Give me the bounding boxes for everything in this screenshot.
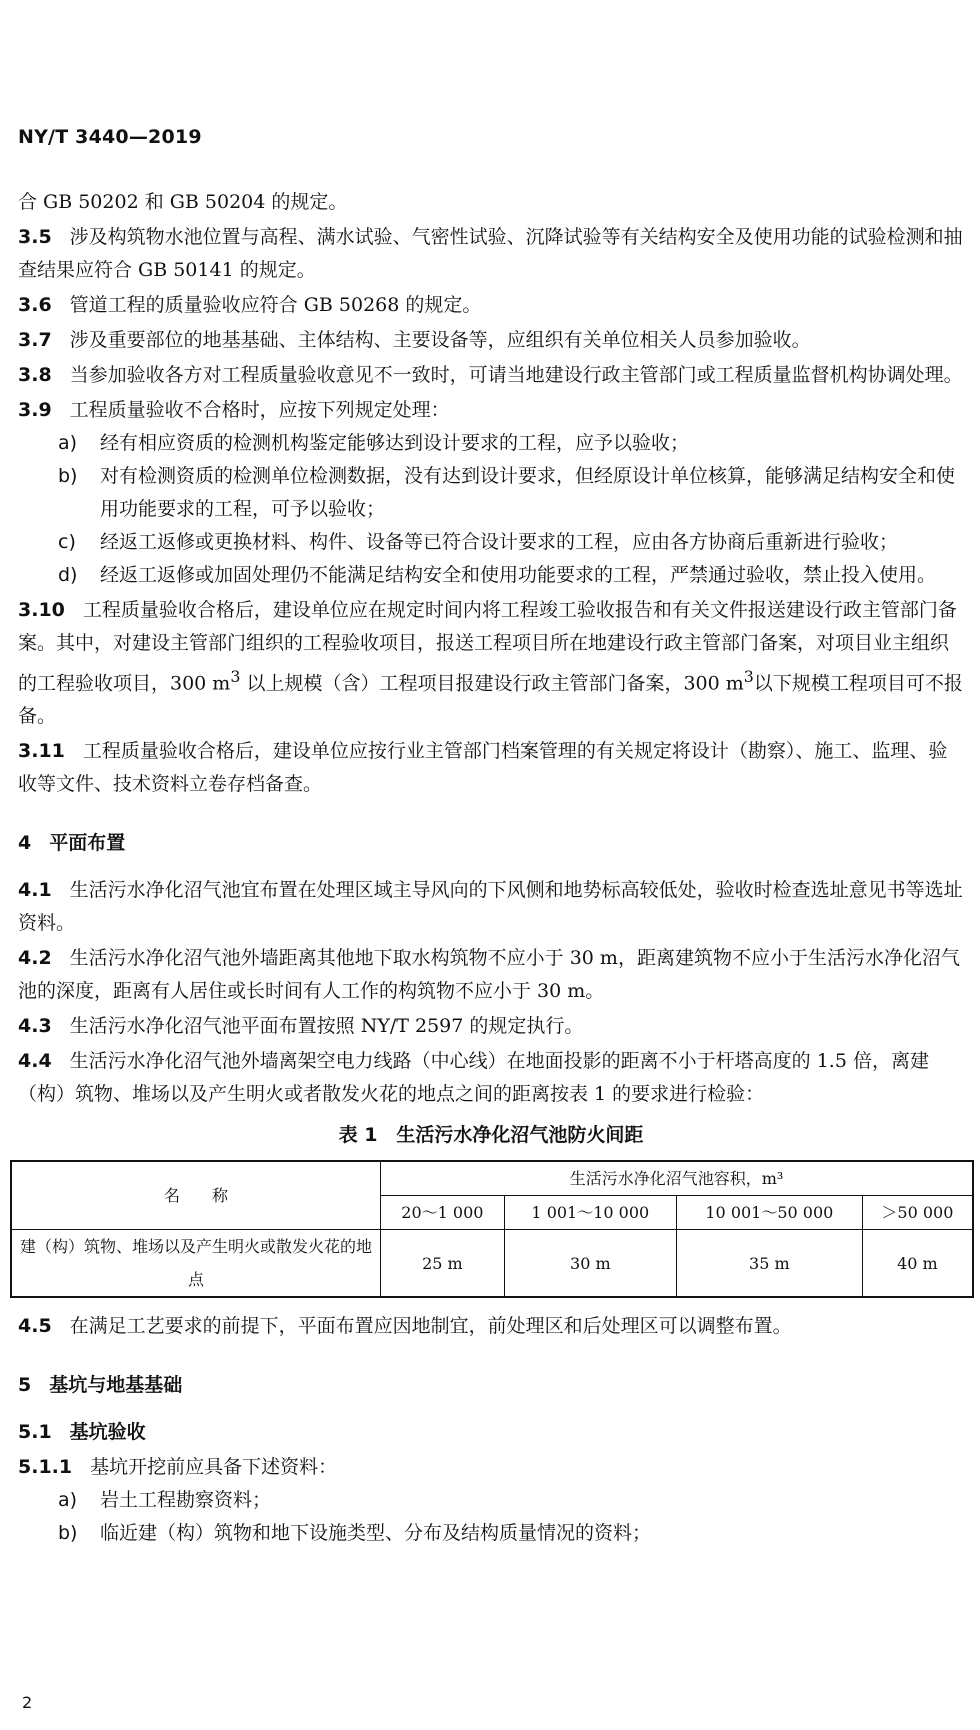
list-item [18,1517,964,1550]
range-cell: 1 001～10 000 [504,1196,676,1230]
clause-3-6 [18,289,964,322]
section-heading-5 [18,1369,964,1402]
clause-4-1 [18,874,964,940]
clause-number: 5.1.1 [18,1456,73,1479]
item-text: 经返工返修或更换材料、构件、设备等已符合设计要求的工程，应由各方协商后重新进行验收； [100,531,899,553]
clause-number: 3.8 [18,364,52,386]
clause-number: 4.4 [18,1050,52,1073]
superscript-3: 3 [743,667,754,686]
clause-text: 涉及重要部位的地基基础、主体结构、主要设备等，应组织有关单位相关人员参加验收。 [69,329,811,351]
value-cell: 35 m [676,1230,862,1298]
list-item [18,559,964,592]
item-label: a) [58,1489,78,1512]
table-row [11,1230,973,1298]
table-caption: 表 1 生活污水净化沼气池防火间距 [338,1124,644,1147]
item-text: 岩土工程勘察资料； [100,1489,272,1512]
clause-text: 在满足工艺要求的前提下，平面布置应因地制宜，前处理区和后处理区可以调整布置。 [69,1315,792,1338]
clause-text: 生活污水净化沼气池外墙离架空电力线路（中心线）在地面投影的距离不小于杆塔高度的 1.5 倍，离建（构）筑物、堆场以及产生明火或者散发火花的地点之间的距离按表 1 的要求进行检验： [18,1050,929,1106]
clause-number: 3.9 [18,399,52,421]
clause-number: 3.7 [18,329,52,351]
list-item [18,427,964,460]
item-label: c) [58,531,76,553]
clause-text: 管道工程的质量验收应符合 GB 50268 的规定。 [69,294,482,316]
item-label: b) [58,1522,78,1545]
clause-number: 4.5 [18,1315,52,1338]
clause-text: 工程质量验收合格后，建设单位应按行业主管部门档案管理的有关规定将设计（勘察）、施工、监理、验收等文件、技术资料立卷存档备查。 [18,740,948,796]
clause-number: 3.5 [18,226,52,248]
range-cell: ＞50 000 [862,1196,973,1230]
value-cell: 25 m [381,1230,505,1298]
item-text: 经返工返修或加固处理仍不能满足结构安全和使用功能要求的工程，严禁通过验收，禁止投入使用。 [100,564,937,586]
clause-number: 3.6 [18,294,52,316]
table-header-row [11,1161,973,1196]
range-cell: 10 001～50 000 [676,1196,862,1230]
clause-number: 4.1 [18,879,52,902]
clause-4-3 [18,1010,964,1043]
row-label-cell: 建（构）筑物、堆场以及产生明火或散发火花的地点 [11,1230,381,1298]
clause-text-part1: 工程质量验收合格后，建设单位应在规定时间内将工程竣工验收报告和有关文件报送建设行政主管部门备案。其中，对建设主管部门组织的工程验收项目，报送工程项目所在地建设行政主管部门备案，对项目业主组织的工程验收项目，300 m [18,599,957,695]
clause-number: 3.11 [18,740,65,763]
clause-5-1-1 [18,1451,964,1484]
section-heading-4 [18,827,964,860]
value-cell: 40 m [862,1230,973,1298]
clause-text-part3: 以下规模工程项目可不报备。 [18,672,963,728]
clause-text: 生活污水净化沼气池外墙距离其他地下取水构筑物不应小于 30 m，距离建筑物不应小于生活污水净化沼气池的深度，距离有人居住或长时间有人工作的构筑物不应小于 30 m。 [18,947,960,1003]
clause-3-9 [18,394,964,427]
subsection-title: 基坑验收 [69,1421,146,1444]
clause-4-4 [18,1045,964,1111]
list-item [18,460,964,526]
subsection-number: 5.1 [18,1421,52,1444]
clause-4-5 [18,1310,964,1343]
item-label: d) [58,564,78,586]
clause-number: 4.3 [18,1015,52,1038]
clause-text: 涉及构筑物水池位置与高程、满水试验、气密性试验、沉降试验等有关结构安全及使用功能的试验检测和抽查结果应符合 GB 50141 的规定。 [18,226,963,281]
item-text: 经有相应资质的检测机构鉴定能够达到设计要求的工程，应予以验收； [100,432,690,454]
superscript-3: 3 [230,667,241,686]
clause-3-10 [18,594,964,733]
range-cell: 20～1 000 [381,1196,505,1230]
clause-text: 当参加验收各方对工程质量验收意见不一致时，可请当地建设行政主管部门或工程质量监督机构协调处理。 [69,364,963,386]
fire-distance-table [10,1160,974,1298]
value-cell: 30 m [504,1230,676,1298]
item-label: a) [58,432,78,454]
clause-text: 工程质量验收不合格时，应按下列规定处理： [69,399,450,421]
clause-text: 基坑开挖前应具备下述资料： [90,1456,338,1479]
item-text: 临近建（构）筑物和地下设施类型、分布及结构质量情况的资料； [100,1522,652,1545]
subsection-heading-5-1 [18,1416,964,1449]
clause-number: 4.2 [18,947,52,970]
clause-text-part2: 以上规模（含）工程项目报建设行政主管部门备案，300 m [240,672,744,695]
list-item [18,1484,964,1517]
doc-header: NY/T 3440—2019 [18,126,202,148]
item-text: 对有检测资质的检测单位检测数据，没有达到设计要求，但经原设计单位核算，能够满足结构安全和使用功能要求的工程，可予以验收； [100,465,956,520]
clause-3-8 [18,359,964,392]
clause-text: 生活污水净化沼气池平面布置按照 NY/T 2597 的规定执行。 [69,1015,584,1038]
clause-number: 3.10 [18,599,65,621]
clause-3-7 [18,324,964,357]
section-title: 基坑与地基基础 [49,1374,183,1397]
section-number: 5 [18,1374,32,1397]
clause-text: 生活污水净化沼气池宜布置在处理区域主导风向的下风侧和地势标高较低处，验收时检查选址意见书等选址资料。 [18,879,963,935]
section-title: 平面布置 [49,832,126,855]
document-body [18,186,964,1550]
clause-4-2 [18,942,964,1008]
list-item [18,526,964,559]
page-number: 2 [22,1693,33,1712]
name-header-cell: 名 称 [11,1161,381,1230]
clause-3-11 [18,735,964,801]
clause-3-5 [18,221,964,287]
item-label: b) [58,465,78,487]
continuation-text: 合 GB 50202 和 GB 50204 的规定。 [18,191,348,213]
volume-header-cell: 生活污水净化沼气池容积，m³ [381,1161,974,1196]
section-number: 4 [18,832,32,855]
